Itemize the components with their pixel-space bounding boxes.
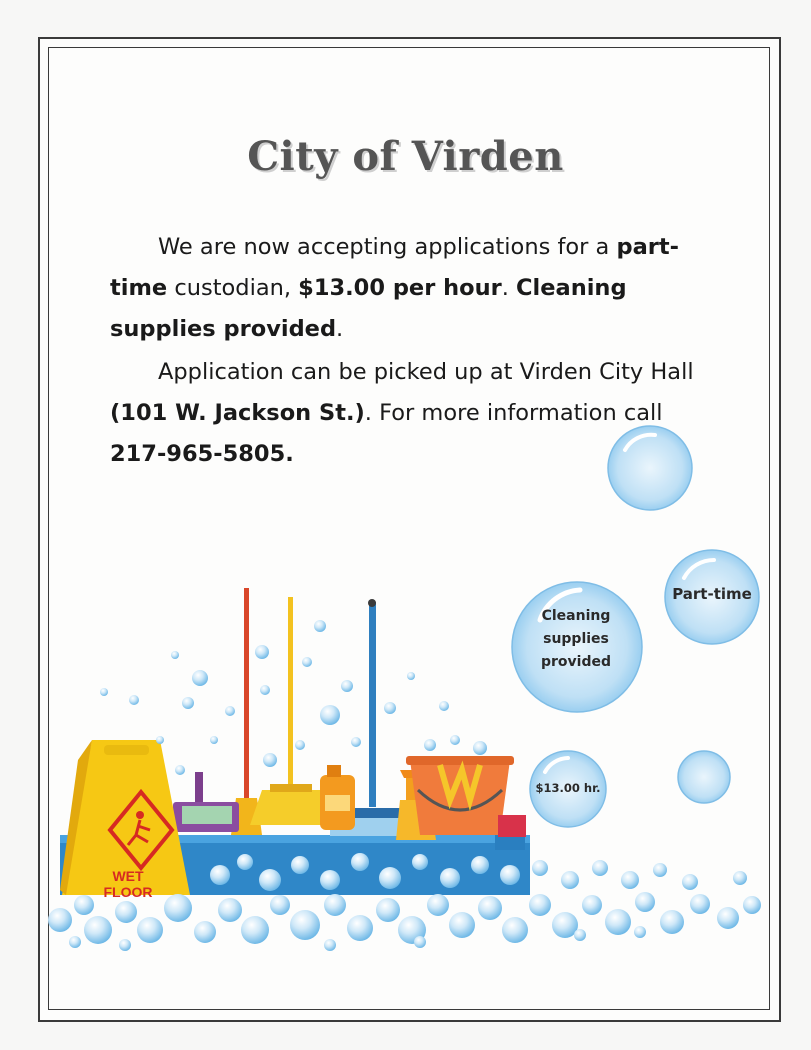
dustpan bbox=[173, 772, 239, 832]
bubble-label-part-time: Part-time bbox=[672, 585, 752, 603]
wage-highlight: $13.00 per hour bbox=[298, 275, 502, 301]
bucket bbox=[406, 756, 526, 837]
supplies-highlight: Cleaning supplies provided bbox=[110, 275, 627, 342]
bubble-label-cleaning: Cleaning supplies provided bbox=[540, 608, 611, 670]
phone-number: 217-965-5805. bbox=[110, 441, 294, 467]
detergent-bottle bbox=[320, 765, 355, 830]
sign-text-wet: WET bbox=[112, 868, 144, 884]
sign-text-floor: FLOOR bbox=[103, 884, 153, 900]
address-highlight: (101 W. Jackson St.) bbox=[110, 400, 365, 426]
part-time-highlight: part-time bbox=[110, 234, 679, 301]
mop-red bbox=[231, 588, 262, 835]
job-description-paragraph: We are now accepting applications for a part-time custodian, $13.00 per hour. Cleaning supplies provided. bbox=[110, 234, 679, 342]
bubble-label-wage: $13.00 hr. bbox=[535, 781, 601, 795]
application-info-paragraph: Application can be picked up at Virden City Hall (101 W. Jackson St.). For more information call 217-965-5805. bbox=[110, 359, 694, 467]
flyer-title: City of Virden bbox=[247, 133, 564, 180]
